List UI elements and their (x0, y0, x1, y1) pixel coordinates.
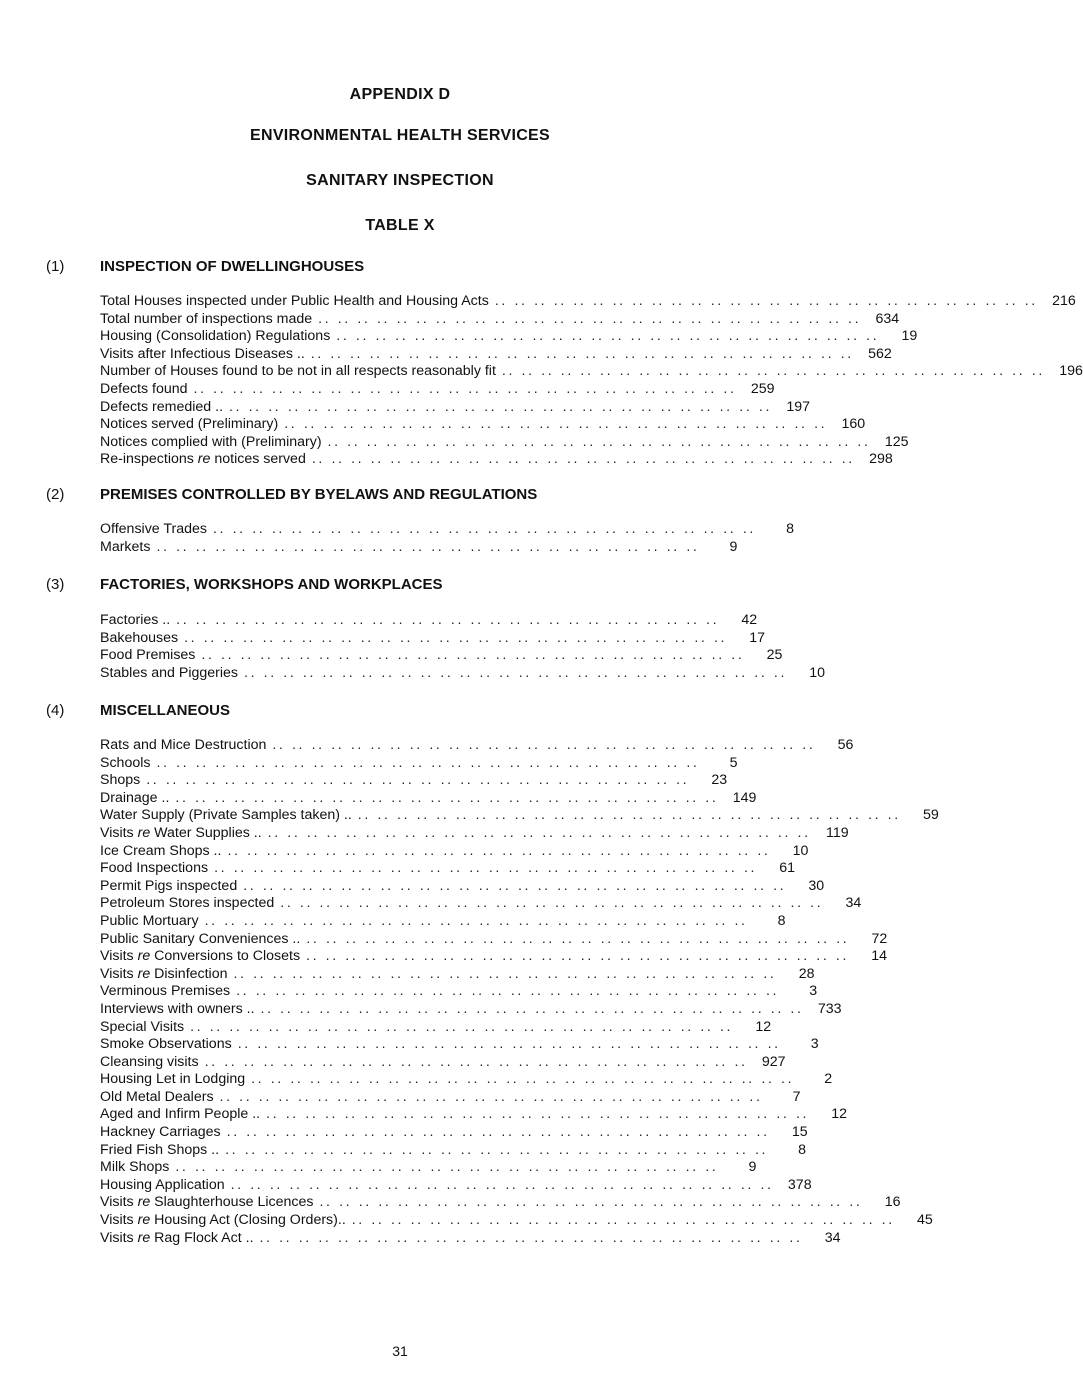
table-row (100, 451, 893, 469)
row-label: Visits re Water Supplies .. (100, 824, 262, 841)
table-row (100, 1229, 841, 1248)
row-label: Water Supply (Private Samples taken) .. (100, 807, 352, 824)
table-row (100, 789, 757, 808)
table-row (100, 1124, 808, 1142)
leader-dots: .. .. .. .. .. .. .. .. .. .. .. .. .. .. .. .. .. .. .. .. .. .. .. .. .. .. .. .. (176, 612, 720, 628)
row-label: Visits re Slaughterhouse Licences (100, 1194, 314, 1211)
leader-dots: .. .. .. .. .. .. .. .. .. .. .. .. .. .. .. .. .. .. .. .. .. .. .. .. .. .. .. .. (266, 1106, 810, 1123)
row-value: 3 (809, 983, 818, 1000)
table-row (100, 772, 728, 790)
leader-dots: .. .. .. .. .. .. .. .. .. .. .. .. .. .. .. .. .. .. .. .. .. .. .. .. .. .. .. .. (190, 1018, 734, 1035)
row-value: 160 (841, 416, 866, 433)
row-label: Visits re Disinfection (100, 965, 228, 982)
row-label: Milk Shops (100, 1159, 170, 1176)
table-row (100, 1053, 786, 1072)
row-value: 17 (749, 629, 766, 646)
table-row (100, 842, 809, 861)
table-row (100, 380, 775, 399)
row-value: 9 (748, 1159, 757, 1176)
table-row (100, 983, 818, 1001)
section-heading (46, 576, 746, 593)
leader-dots: .. .. .. .. .. .. .. .. .. .. .. .. .. .. .. .. .. .. .. .. .. .. .. .. .. .. .. .. (201, 647, 745, 664)
leader-dots: .. .. .. .. .. .. .. .. .. .. .. .. .. .. .. .. .. .. .. .. .. .. .. .. .. .. .. .. (156, 538, 700, 555)
table-row (100, 433, 909, 452)
table-row (100, 1159, 757, 1177)
subtitle: SANITARY INSPECTION (306, 172, 494, 189)
leader-dots: .. .. .. .. .. .. .. .. .. .. .. .. .. .. .. .. .. .. .. .. .. .. .. .. .. .. .. .. (318, 310, 862, 327)
leader-dots: .. .. .. .. .. .. .. .. .. .. .. .. .. .. .. .. .. .. .. .. .. .. .. .. .. .. .. .. (230, 1176, 774, 1193)
table-row (100, 416, 866, 434)
row-value: 10 (809, 664, 825, 681)
row-label: Visits after Infectious Diseases .. (100, 345, 305, 362)
row-label: Aged and Infirm People .. (100, 1106, 261, 1123)
row-value: 61 (779, 860, 796, 877)
leader-dots: .. .. .. .. .. .. .. .. .. .. .. .. .. .. .. .. .. .. .. .. .. .. .. .. .. .. .. .. (280, 895, 824, 912)
leader-dots: .. .. .. .. .. .. .. .. .. .. .. .. .. .. .. .. .. .. .. .. .. .. .. .. .. .. .. .. (327, 433, 871, 450)
row-value: 59 (922, 807, 939, 824)
leader-dots: .. .. .. .. .. .. .. .. .. .. .. .. .. .. .. .. .. .. .. .. .. .. .. .. .. .. .. .. (319, 1194, 863, 1211)
row-value: 42 (741, 612, 758, 628)
row-label: Rats and Mice Destruction (100, 737, 267, 753)
leader-dots: .. .. .. .. .. .. .. .. .. .. .. .. .. .. .. .. .. .. .. .. .. .. .. .. .. .. .. .. (213, 521, 756, 537)
row-value: 119 (826, 824, 849, 841)
leader-dots: .. .. .. .. .. .. .. .. .. .. .. .. .. .. .. .. .. .. .. .. .. .. .. .. .. .. .. .. (156, 754, 700, 771)
leader-dots: .. .. .. .. .. .. .. .. .. .. .. .. .. .. .. .. .. .. .. .. .. .. .. .. .. .. .. .. (193, 380, 737, 397)
table-row (100, 328, 918, 346)
section-number: (4) (46, 702, 65, 719)
row-value: 16 (884, 1194, 901, 1211)
leader-dots: .. .. .. .. .. .. .. .. .. .. .. .. .. .. .. .. .. .. .. .. .. .. .. .. .. .. .. .. (501, 363, 1045, 380)
row-value: 12 (831, 1106, 848, 1123)
table-row (100, 948, 888, 966)
row-value: 197 (786, 398, 810, 415)
row-value: 2 (824, 1071, 833, 1088)
row-label: Visits re Housing Act (Closing Orders).. (100, 1212, 346, 1229)
row-label: Number of Houses found to be not in all respects reasonably fit (100, 363, 496, 380)
row-label: Smoke Observations (100, 1036, 232, 1053)
row-value: 34 (824, 1229, 841, 1246)
table-row (100, 521, 794, 539)
row-label: Special Visits (100, 1018, 185, 1035)
table-row (100, 1018, 772, 1037)
table-row (100, 363, 1083, 381)
row-label: Housing (Consolidation) Regulations (100, 328, 331, 345)
row-value: 149 (732, 789, 757, 806)
leader-dots: .. .. .. .. .. .. .. .. .. .. .. .. .. .. .. .. .. .. .. .. .. .. .. .. .. .. .. .. (229, 398, 772, 415)
row-value: 72 (871, 930, 888, 947)
table-row (100, 860, 796, 878)
leader-dots: .. .. .. .. .. .. .. .. .. .. .. .. .. .. .. .. .. .. .. .. .. .. .. .. .. .. .. .. (251, 1071, 795, 1088)
section-title: PREMISES CONTROLLED BY BYELAWS AND REGULATIONS (100, 486, 538, 503)
row-value: 23 (711, 772, 728, 789)
leader-dots: .. .. .. .. .. .. .. .. .. .. .. .. .. .. .. .. .. .. .. .. .. .. .. .. .. .. .. .. (310, 345, 854, 362)
row-value: 8 (798, 1141, 807, 1158)
leader-dots: .. .. .. .. .. .. .. .. .. .. .. .. .. .. .. .. .. .. .. .. .. .. .. .. .. .. .. .. (351, 1212, 895, 1229)
row-value: 34 (845, 895, 862, 912)
row-label: Defects found (100, 380, 188, 397)
table-row (100, 1212, 933, 1230)
row-label: Housing Let in Lodging (100, 1071, 246, 1088)
section-rows (100, 521, 794, 556)
row-label: Interviews with owners .. (100, 1000, 255, 1017)
table-row (100, 930, 888, 949)
leader-dots: .. .. .. .. .. .. .. .. .. .. .. .. .. .. .. .. .. .. .. .. .. .. .. .. .. .. .. .. (244, 664, 787, 681)
row-label: Markets (100, 538, 151, 555)
row-label: Ice Cream Shops .. (100, 842, 222, 859)
row-label: Public Mortuary (100, 912, 199, 929)
row-label: Defects remedied .. (100, 398, 224, 415)
section-heading (46, 486, 746, 503)
leader-dots: .. .. .. .. .. .. .. .. .. .. .. .. .. .. .. .. .. .. .. .. .. .. .. .. .. .. .. .. (214, 860, 758, 877)
row-value: 15 (791, 1124, 808, 1141)
row-value: 10 (792, 842, 809, 859)
row-value: 196 (1059, 363, 1083, 380)
leader-dots: .. .. .. .. .. .. .. .. .. .. .. .. .. .. .. .. .. .. .. .. .. .. .. .. .. .. .. .. (225, 1141, 769, 1158)
row-value: 9 (729, 538, 738, 555)
table-row (100, 293, 1076, 311)
row-label: Total number of inspections made (100, 310, 313, 327)
leader-dots: .. .. .. .. .. .. .. .. .. .. .. .. .. .. .. .. .. .. .. .. .. .. .. .. .. .. .. .. (284, 416, 828, 433)
row-label: Food Premises (100, 647, 196, 664)
row-value: 5 (729, 754, 738, 771)
row-label: Permit Pigs inspected (100, 877, 238, 894)
section-number: (3) (46, 576, 65, 593)
table-row (100, 1036, 819, 1054)
row-value: 259 (750, 380, 775, 397)
section-title: MISCELLANEOUS (100, 702, 231, 719)
leader-dots: .. .. .. .. .. .. .. .. .. .. .. .. .. .. .. .. .. .. .. .. .. .. .. .. .. .. .. .. (311, 451, 855, 468)
row-label: Bakehouses (100, 629, 179, 646)
row-label: Notices complied with (Preliminary) (100, 433, 322, 450)
row-label: Offensive Trades (100, 521, 207, 537)
row-label: Petroleum Stores inspected (100, 895, 275, 912)
table-row (100, 912, 786, 931)
row-value: 25 (766, 647, 783, 664)
row-label: Public Sanitary Conveniences .. (100, 930, 301, 947)
table-row (100, 345, 892, 364)
table-row (100, 895, 862, 913)
row-label: Total Houses inspected under Public Health and Housing Acts (100, 293, 489, 309)
section-rows (100, 612, 825, 682)
table-row (100, 1176, 812, 1195)
table-row (100, 754, 738, 773)
row-label: Fried Fish Shops .. (100, 1141, 220, 1158)
row-label: Notices served (Preliminary) (100, 416, 279, 433)
table-row (100, 629, 766, 648)
row-label: Factories .. (100, 612, 171, 628)
row-value: 14 (871, 948, 888, 965)
leader-dots: .. .. .. .. .. .. .. .. .. .. .. .. .. .. .. .. .. .. .. .. .. .. .. .. .. .. .. .. (233, 965, 777, 982)
row-value: 927 (761, 1053, 786, 1070)
leader-dots: .. .. .. .. .. .. .. .. .. .. .. .. .. .. .. .. .. .. .. .. .. .. .. .. .. .. .. .. (494, 293, 1038, 309)
table-row (100, 1000, 842, 1019)
row-value: 733 (817, 1000, 842, 1017)
section-title: INSPECTION OF DWELLINGHOUSES (100, 258, 365, 275)
table-row (100, 807, 939, 825)
table-row (100, 612, 758, 630)
service-title: ENVIRONMENTAL HEALTH SERVICES (250, 127, 550, 144)
leader-dots: .. .. .. .. .. .. .. .. .. .. .. .. .. .. .. .. .. .. .. .. .. .. .. .. .. .. .. .. (219, 1088, 763, 1105)
row-label: Drainage .. (100, 789, 170, 806)
leader-dots: .. .. .. .. .. .. .. .. .. .. .. .. .. .. .. .. .. .. .. .. .. .. .. .. .. .. .. .. (204, 912, 748, 929)
row-label: Stables and Piggeries (100, 664, 239, 681)
table-row (100, 1106, 848, 1124)
row-label: Housing Application (100, 1176, 225, 1193)
section-rows (100, 293, 1083, 469)
leader-dots: .. .. .. .. .. .. .. .. .. .. .. .. .. .. .. .. .. .. .. .. .. .. .. .. .. .. .. .. (306, 948, 850, 965)
leader-dots: .. .. .. .. .. .. .. .. .. .. .. .. .. .. .. .. .. .. .. .. .. .. .. .. .. .. .. .. (237, 1036, 781, 1053)
leader-dots: .. .. .. .. .. .. .. .. .. .. .. .. .. .. .. .. .. .. .. .. .. .. .. .. .. .. .. .. (227, 842, 771, 859)
table-row (100, 398, 810, 417)
leader-dots: .. .. .. .. .. .. .. .. .. .. .. .. .. .. .. .. .. .. .. .. .. .. .. .. .. .. .. .. (243, 877, 787, 894)
leader-dots: .. .. .. .. .. .. .. .. .. .. .. .. .. .. .. .. .. .. .. .. .. .. .. .. .. .. .. .. (259, 1229, 803, 1246)
row-label: Cleansing visits (100, 1053, 199, 1070)
row-label: Verminous Premises (100, 983, 231, 1000)
section-heading (46, 258, 746, 275)
row-label: Re-inspections re notices served (100, 451, 306, 468)
row-value: 378 (787, 1176, 812, 1193)
leader-dots: .. .. .. .. .. .. .. .. .. .. .. .. .. .. .. .. .. .. .. .. .. .. .. .. .. .. .. .. (260, 1000, 804, 1017)
row-label: Schools (100, 754, 151, 771)
leader-dots: .. .. .. .. .. .. .. .. .. .. .. .. .. .. .. .. .. .. .. .. .. .. .. .. .. .. .. .. (236, 983, 780, 1000)
section-number: (1) (46, 258, 65, 275)
table-title: TABLE X (365, 217, 435, 234)
table-row (100, 664, 825, 683)
row-value: 634 (875, 310, 900, 327)
section-heading (46, 702, 746, 719)
row-value: 28 (798, 965, 815, 982)
row-value: 7 (792, 1088, 801, 1105)
table-row (100, 310, 900, 329)
section-rows (100, 737, 939, 1247)
leader-dots: .. .. .. .. .. .. .. .. .. .. .. .. .. .. .. .. .. .. .. .. .. .. .. .. .. .. .. .. (267, 824, 811, 841)
row-label: Hackney Carriages (100, 1124, 221, 1141)
row-label: Food Inspections (100, 860, 209, 877)
row-value: 45 (916, 1212, 933, 1229)
row-value: 298 (869, 451, 893, 468)
row-label: Visits re Conversions to Closets (100, 948, 301, 965)
leader-dots: .. .. .. .. .. .. .. .. .. .. .. .. .. .. .. .. .. .. .. .. .. .. .. .. .. .. .. .. (204, 1053, 748, 1070)
table-row (100, 1088, 801, 1107)
row-value: 30 (808, 877, 825, 894)
table-row (100, 965, 815, 984)
row-value: 125 (884, 433, 909, 450)
leader-dots: .. .. .. .. .. .. .. .. .. .. .. .. .. .. .. .. .. .. .. .. .. .. .. .. .. .. .. .. (336, 328, 880, 345)
section-number: (2) (46, 486, 65, 503)
leader-dots: .. .. .. .. .. .. .. .. .. .. .. .. .. .. .. .. .. .. .. .. .. .. .. .. .. .. .. .. (357, 807, 901, 824)
leader-dots: .. .. .. .. .. .. .. .. .. .. .. .. .. .. .. .. .. .. .. .. .. .. .. .. .. .. .. .. (175, 789, 719, 806)
leader-dots: .. .. .. .. .. .. .. .. .. .. .. .. .. .. .. .. .. .. .. .. .. .. .. .. .. .. .. .. (306, 930, 850, 947)
leader-dots: .. .. .. .. .. .. .. .. .. .. .. .. .. .. .. .. .. .. .. .. .. .. .. .. .. .. .. .. (272, 737, 816, 753)
leader-dots: .. .. .. .. .. .. .. .. .. .. .. .. .. .. .. .. .. .. .. .. .. .. .. .. .. .. .. .. (226, 1124, 770, 1141)
section-title: FACTORIES, WORKSHOPS AND WORKPLACES (100, 576, 443, 593)
table-row (100, 1071, 833, 1089)
row-value: 19 (901, 328, 918, 345)
table-row (100, 538, 738, 557)
leader-dots: .. .. .. .. .. .. .. .. .. .. .. .. .. .. .. .. .. .. .. .. .. .. .. .. .. .. .. .. (175, 1159, 719, 1176)
row-value: 56 (837, 737, 854, 753)
row-value: 12 (755, 1018, 772, 1035)
appendix-title: APPENDIX D (349, 86, 451, 103)
leader-dots: .. .. .. .. .. .. .. .. .. .. .. .. .. .. .. .. .. .. .. .. .. .. .. .. .. .. .. .. (146, 772, 690, 789)
row-value: 8 (777, 912, 786, 929)
row-label: Old Metal Dealers (100, 1088, 214, 1105)
page-number: 31 (392, 1343, 408, 1359)
table-row (100, 737, 854, 755)
row-label: Visits re Rag Flock Act .. (100, 1229, 254, 1246)
row-value: 3 (810, 1036, 819, 1053)
leader-dots: .. .. .. .. .. .. .. .. .. .. .. .. .. .. .. .. .. .. .. .. .. .. .. .. .. .. .. .. (184, 629, 728, 646)
table-row (100, 647, 783, 665)
row-value: 216 (1052, 293, 1076, 309)
table-row (100, 877, 825, 896)
row-label: Shops (100, 772, 141, 789)
table-row (100, 1141, 807, 1160)
table-row (100, 824, 849, 843)
row-value: 562 (868, 345, 892, 362)
table-row (100, 1194, 901, 1212)
row-value: 8 (786, 521, 794, 537)
